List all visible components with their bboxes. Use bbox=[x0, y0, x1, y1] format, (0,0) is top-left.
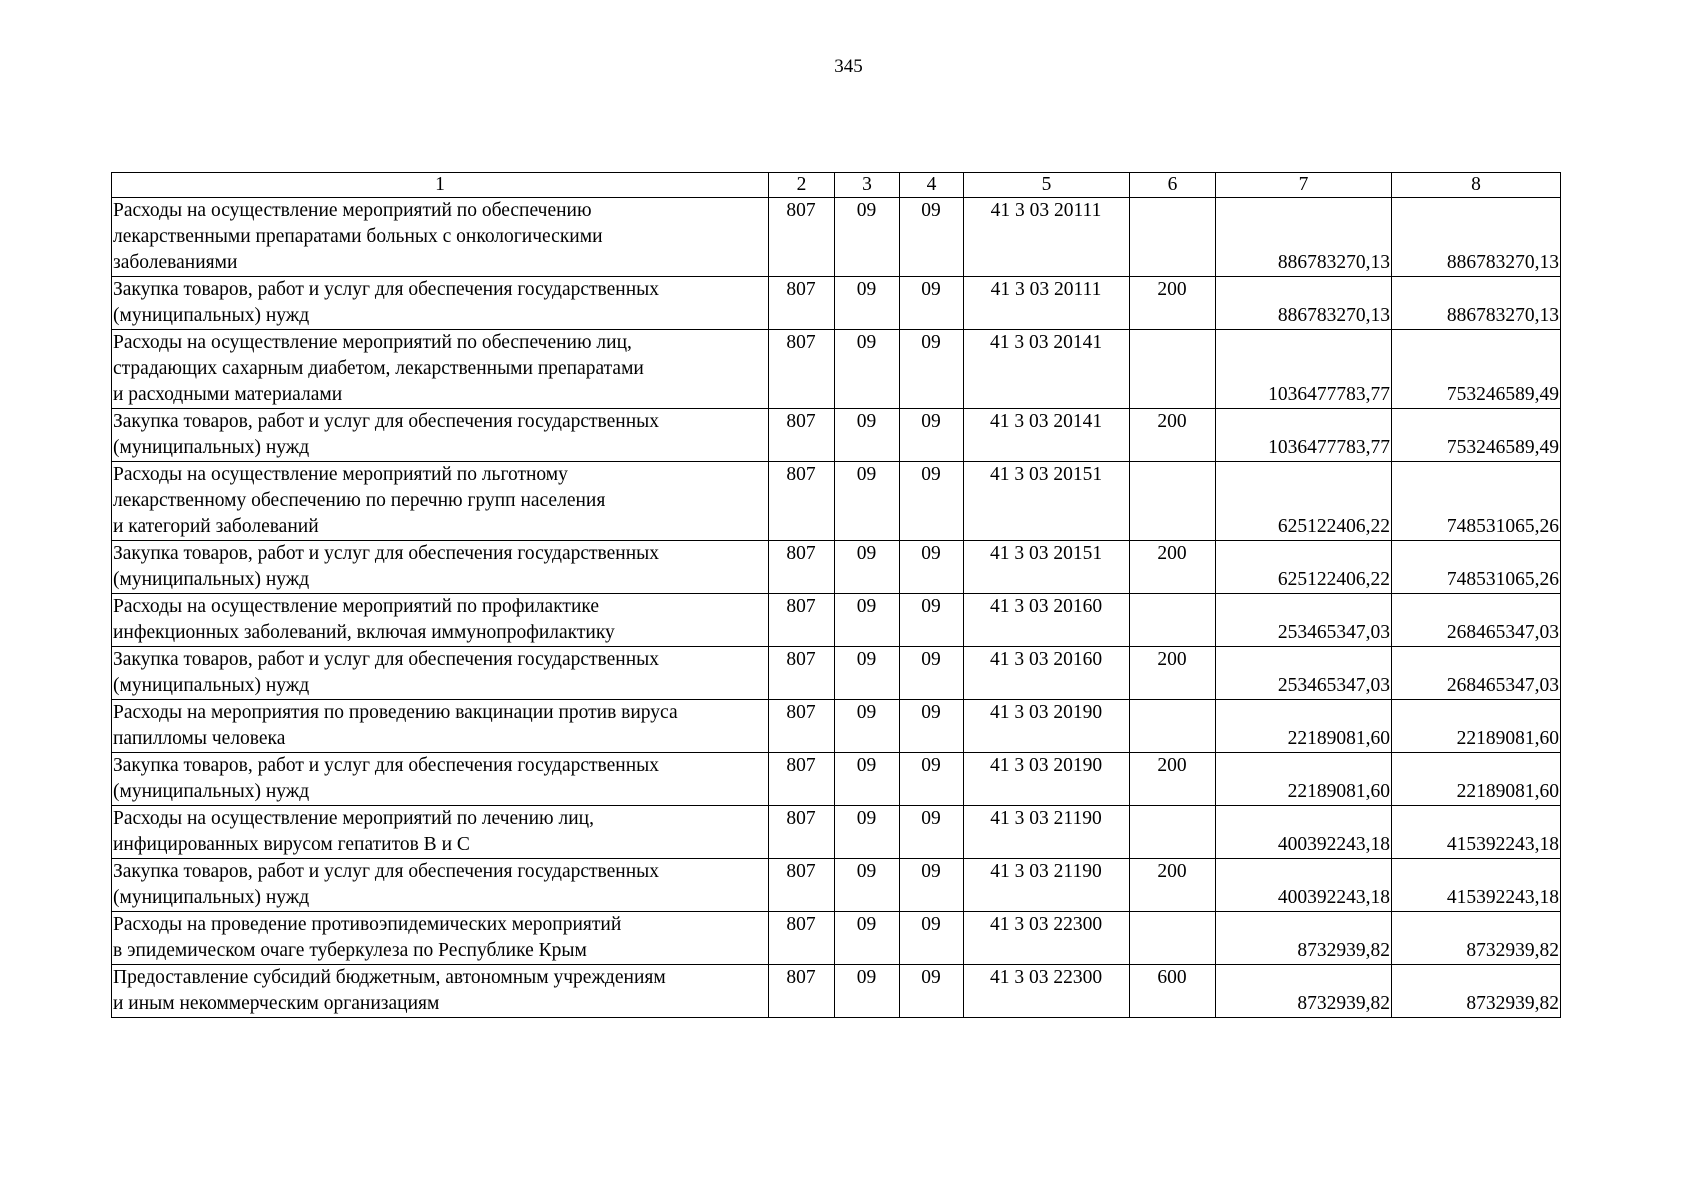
amount-year2-cell: 268465347,03 bbox=[1392, 594, 1561, 647]
section-cell: 09 bbox=[835, 277, 900, 330]
column-header: 4 bbox=[900, 173, 964, 198]
expense-name-line: Закупка товаров, работ и услуг для обеспечения государственных bbox=[113, 755, 660, 776]
expense-name-cell bbox=[112, 859, 769, 912]
amount-year1-cell: 400392243,18 bbox=[1216, 859, 1392, 912]
grbs-cell: 807 bbox=[769, 198, 835, 277]
expense-type-cell bbox=[1130, 806, 1216, 859]
expense-name-line: Закупка товаров, работ и услуг для обеспечения государственных bbox=[113, 543, 660, 564]
grbs-cell: 807 bbox=[769, 462, 835, 541]
expense-name-line: (муниципальных) нужд bbox=[113, 675, 310, 696]
expense-type-cell bbox=[1130, 330, 1216, 409]
expense-name-line: (муниципальных) нужд bbox=[113, 305, 310, 326]
table-row bbox=[112, 330, 1561, 409]
expense-type-cell bbox=[1130, 700, 1216, 753]
expense-name-cell bbox=[112, 594, 769, 647]
subsection-cell: 09 bbox=[900, 912, 964, 965]
table-row bbox=[112, 859, 1561, 912]
amount-year1-cell: 22189081,60 bbox=[1216, 753, 1392, 806]
section-cell: 09 bbox=[835, 462, 900, 541]
expense-name-line: (муниципальных) нужд bbox=[113, 437, 310, 458]
grbs-cell: 807 bbox=[769, 409, 835, 462]
expense-name-line: Закупка товаров, работ и услуг для обеспечения государственных bbox=[113, 861, 660, 882]
expense-type-cell bbox=[1130, 462, 1216, 541]
table-row bbox=[112, 277, 1561, 330]
expense-type-cell bbox=[1130, 912, 1216, 965]
expense-name-line: Закупка товаров, работ и услуг для обеспечения государственных bbox=[113, 411, 660, 432]
subsection-cell: 09 bbox=[900, 594, 964, 647]
section-cell: 09 bbox=[835, 330, 900, 409]
table-row bbox=[112, 647, 1561, 700]
expense-name-cell bbox=[112, 277, 769, 330]
target-article-cell: 41 3 03 20160 bbox=[964, 594, 1130, 647]
expense-name-line: и иным некоммерческим организациям bbox=[113, 993, 440, 1014]
table-row bbox=[112, 753, 1561, 806]
expense-name-line: инфекционных заболеваний, включая иммунопрофилактику bbox=[113, 622, 615, 643]
amount-year1-cell: 253465347,03 bbox=[1216, 647, 1392, 700]
grbs-cell: 807 bbox=[769, 806, 835, 859]
target-article-cell: 41 3 03 20141 bbox=[964, 330, 1130, 409]
table-row bbox=[112, 700, 1561, 753]
expense-name-line: (муниципальных) нужд bbox=[113, 781, 310, 802]
column-header: 5 bbox=[964, 173, 1130, 198]
subsection-cell: 09 bbox=[900, 859, 964, 912]
target-article-cell: 41 3 03 20111 bbox=[964, 277, 1130, 330]
amount-year1-cell: 625122406,22 bbox=[1216, 541, 1392, 594]
expense-name-line: Предоставление субсидий бюджетным, автономным учреждениям bbox=[113, 967, 666, 988]
amount-year1-cell: 886783270,13 bbox=[1216, 198, 1392, 277]
section-cell: 09 bbox=[835, 806, 900, 859]
expense-type-cell: 200 bbox=[1130, 409, 1216, 462]
subsection-cell: 09 bbox=[900, 330, 964, 409]
subsection-cell: 09 bbox=[900, 541, 964, 594]
subsection-cell: 09 bbox=[900, 462, 964, 541]
section-cell: 09 bbox=[835, 409, 900, 462]
amount-year1-cell: 625122406,22 bbox=[1216, 462, 1392, 541]
page-number: 345 bbox=[834, 56, 863, 77]
column-number-header-row bbox=[112, 173, 1561, 198]
grbs-cell: 807 bbox=[769, 965, 835, 1018]
expense-name-cell bbox=[112, 912, 769, 965]
expense-name-line: и категорий заболеваний bbox=[113, 516, 319, 537]
expense-name-line: Расходы на осуществление мероприятий по льготному bbox=[113, 464, 568, 485]
section-cell: 09 bbox=[835, 198, 900, 277]
grbs-cell: 807 bbox=[769, 541, 835, 594]
amount-year2-cell: 8732939,82 bbox=[1392, 912, 1561, 965]
table-row bbox=[112, 965, 1561, 1018]
section-cell: 09 bbox=[835, 541, 900, 594]
table-row bbox=[112, 462, 1561, 541]
amount-year1-cell: 8732939,82 bbox=[1216, 965, 1392, 1018]
amount-year1-cell: 1036477783,77 bbox=[1216, 409, 1392, 462]
subsection-cell: 09 bbox=[900, 700, 964, 753]
expense-name-line: Расходы на осуществление мероприятий по обеспечению лиц, bbox=[113, 332, 632, 353]
subsection-cell: 09 bbox=[900, 409, 964, 462]
expense-type-cell: 200 bbox=[1130, 753, 1216, 806]
subsection-cell: 09 bbox=[900, 806, 964, 859]
expense-name-cell bbox=[112, 700, 769, 753]
expense-type-cell: 600 bbox=[1130, 965, 1216, 1018]
amount-year2-cell: 22189081,60 bbox=[1392, 700, 1561, 753]
grbs-cell: 807 bbox=[769, 912, 835, 965]
grbs-cell: 807 bbox=[769, 647, 835, 700]
amount-year1-cell: 253465347,03 bbox=[1216, 594, 1392, 647]
expense-name-line: Расходы на проведение противоэпидемических мероприятий bbox=[113, 914, 622, 935]
amount-year2-cell: 886783270,13 bbox=[1392, 198, 1561, 277]
column-header: 7 bbox=[1216, 173, 1392, 198]
amount-year2-cell: 748531065,26 bbox=[1392, 462, 1561, 541]
expense-name-line: и расходными материалами bbox=[113, 384, 343, 405]
amount-year2-cell: 22189081,60 bbox=[1392, 753, 1561, 806]
section-cell: 09 bbox=[835, 912, 900, 965]
expense-name-cell bbox=[112, 753, 769, 806]
amount-year1-cell: 886783270,13 bbox=[1216, 277, 1392, 330]
table-row bbox=[112, 594, 1561, 647]
subsection-cell: 09 bbox=[900, 198, 964, 277]
subsection-cell: 09 bbox=[900, 965, 964, 1018]
target-article-cell: 41 3 03 20111 bbox=[964, 198, 1130, 277]
expense-name-line: лекарственными препаратами больных с онкологическими bbox=[113, 226, 603, 247]
amount-year2-cell: 268465347,03 bbox=[1392, 647, 1561, 700]
expense-type-cell: 200 bbox=[1130, 647, 1216, 700]
target-article-cell: 41 3 03 20160 bbox=[964, 647, 1130, 700]
table-row bbox=[112, 409, 1561, 462]
expense-type-cell bbox=[1130, 594, 1216, 647]
expense-type-cell: 200 bbox=[1130, 277, 1216, 330]
expense-type-cell: 200 bbox=[1130, 541, 1216, 594]
expense-name-line: страдающих сахарным диабетом, лекарственными препаратами bbox=[113, 358, 644, 379]
expense-type-cell: 200 bbox=[1130, 859, 1216, 912]
table-row bbox=[112, 912, 1561, 965]
grbs-cell: 807 bbox=[769, 700, 835, 753]
table-row bbox=[112, 541, 1561, 594]
expense-name-line: Закупка товаров, работ и услуг для обеспечения государственных bbox=[113, 649, 660, 670]
grbs-cell: 807 bbox=[769, 859, 835, 912]
amount-year1-cell: 22189081,60 bbox=[1216, 700, 1392, 753]
section-cell: 09 bbox=[835, 594, 900, 647]
table-row bbox=[112, 198, 1561, 277]
grbs-cell: 807 bbox=[769, 594, 835, 647]
target-article-cell: 41 3 03 22300 bbox=[964, 912, 1130, 965]
grbs-cell: 807 bbox=[769, 277, 835, 330]
column-header: 2 bbox=[769, 173, 835, 198]
expense-name-line: в эпидемическом очаге туберкулеза по Республике Крым bbox=[113, 940, 587, 961]
target-article-cell: 41 3 03 20190 bbox=[964, 700, 1130, 753]
expense-name-line: (муниципальных) нужд bbox=[113, 569, 310, 590]
target-article-cell: 41 3 03 21190 bbox=[964, 806, 1130, 859]
expense-name-cell bbox=[112, 409, 769, 462]
amount-year1-cell: 8732939,82 bbox=[1216, 912, 1392, 965]
grbs-cell: 807 bbox=[769, 330, 835, 409]
target-article-cell: 41 3 03 20151 bbox=[964, 462, 1130, 541]
table-row bbox=[112, 806, 1561, 859]
grbs-cell: 807 bbox=[769, 753, 835, 806]
amount-year1-cell: 400392243,18 bbox=[1216, 806, 1392, 859]
expense-name-cell bbox=[112, 965, 769, 1018]
target-article-cell: 41 3 03 20151 bbox=[964, 541, 1130, 594]
section-cell: 09 bbox=[835, 700, 900, 753]
amount-year2-cell: 753246589,49 bbox=[1392, 330, 1561, 409]
amount-year2-cell: 415392243,18 bbox=[1392, 806, 1561, 859]
target-article-cell: 41 3 03 21190 bbox=[964, 859, 1130, 912]
expense-name-line: инфицированных вирусом гепатитов B и C bbox=[113, 834, 470, 855]
subsection-cell: 09 bbox=[900, 277, 964, 330]
amount-year2-cell: 886783270,13 bbox=[1392, 277, 1561, 330]
expense-name-cell bbox=[112, 198, 769, 277]
expense-name-line: лекарственному обеспечению по перечню групп населения bbox=[113, 490, 606, 511]
target-article-cell: 41 3 03 20141 bbox=[964, 409, 1130, 462]
column-header: 8 bbox=[1392, 173, 1561, 198]
budget-table bbox=[111, 172, 1561, 1018]
expense-name-line: Расходы на осуществление мероприятий по обеспечению bbox=[113, 200, 592, 221]
column-header: 3 bbox=[835, 173, 900, 198]
expense-name-cell bbox=[112, 647, 769, 700]
subsection-cell: 09 bbox=[900, 647, 964, 700]
amount-year2-cell: 753246589,49 bbox=[1392, 409, 1561, 462]
expense-name-cell bbox=[112, 330, 769, 409]
expense-name-line: Закупка товаров, работ и услуг для обеспечения государственных bbox=[113, 279, 660, 300]
table-body bbox=[112, 198, 1561, 1018]
expense-type-cell bbox=[1130, 198, 1216, 277]
expense-name-cell bbox=[112, 806, 769, 859]
subsection-cell: 09 bbox=[900, 753, 964, 806]
expense-name-cell bbox=[112, 541, 769, 594]
section-cell: 09 bbox=[835, 647, 900, 700]
amount-year2-cell: 748531065,26 bbox=[1392, 541, 1561, 594]
column-header: 1 bbox=[112, 173, 769, 198]
target-article-cell: 41 3 03 20190 bbox=[964, 753, 1130, 806]
expense-name-line: Расходы на осуществление мероприятий по профилактике bbox=[113, 596, 600, 617]
amount-year2-cell: 8732939,82 bbox=[1392, 965, 1561, 1018]
expense-name-line: (муниципальных) нужд bbox=[113, 887, 310, 908]
section-cell: 09 bbox=[835, 965, 900, 1018]
expense-name-line: Расходы на осуществление мероприятий по лечению лиц, bbox=[113, 808, 594, 829]
target-article-cell: 41 3 03 22300 bbox=[964, 965, 1130, 1018]
amount-year1-cell: 1036477783,77 bbox=[1216, 330, 1392, 409]
expense-name-line: Расходы на мероприятия по проведению вакцинации против вируса bbox=[113, 702, 678, 723]
section-cell: 09 bbox=[835, 753, 900, 806]
expense-name-cell bbox=[112, 462, 769, 541]
column-header: 6 bbox=[1130, 173, 1216, 198]
expense-name-line: папилломы человека bbox=[113, 728, 286, 749]
amount-year2-cell: 415392243,18 bbox=[1392, 859, 1561, 912]
section-cell: 09 bbox=[835, 859, 900, 912]
expense-name-line: заболеваниями bbox=[113, 252, 238, 273]
